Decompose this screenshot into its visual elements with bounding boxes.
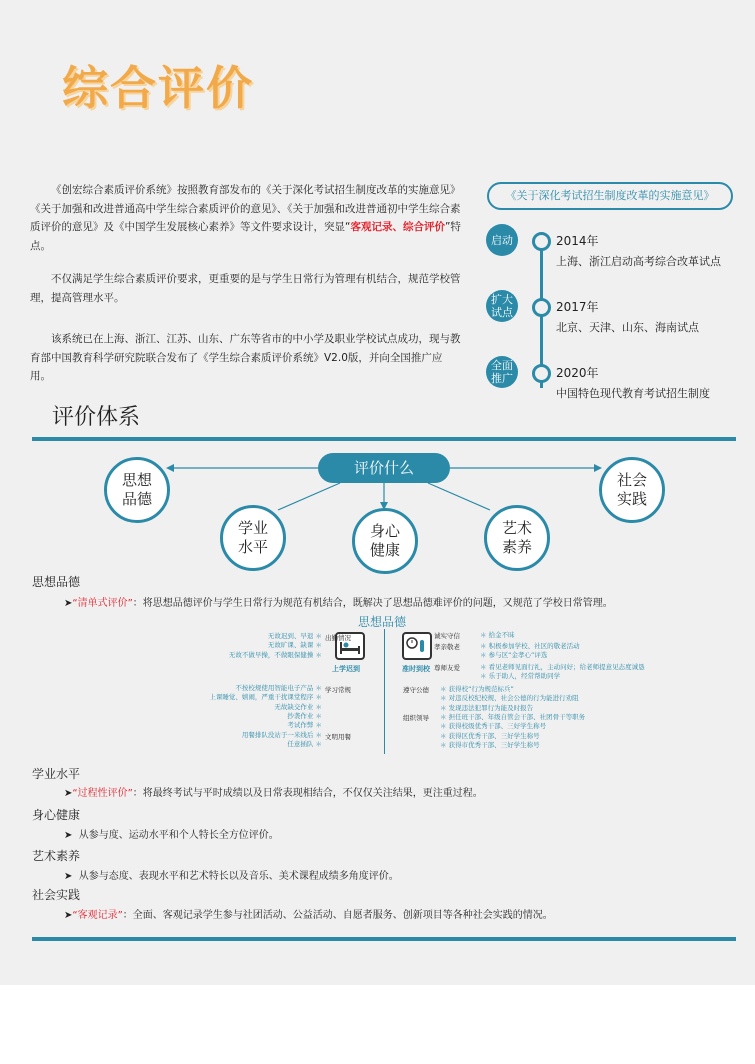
moral-right-item: ＊ 看见老师见面行礼，主动问好；给老师提意见态度诚恳	[480, 663, 645, 671]
timeline-year-3: 2020年	[556, 366, 599, 380]
node-moral	[104, 457, 170, 523]
moral-right-label: 准时到校	[402, 665, 430, 673]
node-health	[352, 508, 418, 574]
moral-left-top-list	[229, 632, 322, 660]
node-art	[484, 505, 550, 571]
moral-right-tag-1: 诚实守信	[434, 632, 460, 640]
moral-left-top-item: 无故不做早操，不做眼保健操 ＊	[228, 650, 322, 659]
moral-left-top-tag: 出勤情况	[325, 634, 351, 642]
category-moral-desc: ➤“清单式评价”：将思想品德评价与学生日常行为规范有机结合，既解决了思想品德难评价的问题，又规范了学校日常管理。	[64, 598, 613, 609]
node-art-label: 艺术素养	[501, 519, 532, 556]
node-academic-label: 学业水平	[237, 519, 268, 556]
arrowhead-right	[594, 464, 602, 472]
section-title: 评价体系	[52, 405, 141, 430]
timeline-dot-2	[532, 298, 551, 317]
node-health-label: 身心健康	[369, 522, 400, 559]
category-health-title: 身心健康	[32, 808, 81, 822]
node-social	[599, 457, 665, 523]
timeline-tag-3-text: 全面推广	[491, 359, 513, 385]
moral-right-list-1	[480, 631, 515, 640]
clock-icon	[402, 632, 432, 660]
divider-bottom	[32, 937, 736, 941]
page-title: 综合评价	[62, 61, 254, 115]
moral-right-list-3	[480, 663, 645, 682]
moral-right-item: ＊ 拾金不昧	[480, 631, 515, 639]
moral-right-list-5	[440, 713, 585, 750]
moral-left-mid-item: 抄袭作业 ＊	[287, 711, 322, 720]
moral-left-label: 上学迟到	[332, 665, 360, 673]
moral-right-item: ＊ 对违反校纪校规、社会公德的行为能进行劝阻	[440, 694, 579, 703]
timeline-desc-2: 北京、天津、山东、海南试点	[556, 321, 699, 334]
moral-right-item: ＊ 获得区优秀干部、三好学生称号	[440, 731, 540, 740]
moral-left-mid-item: 上课睡觉、嬉闹，严重干扰课堂程序 ＊	[209, 693, 322, 702]
timeline-year-1: 2014年	[556, 234, 599, 248]
moral-right-item: ＊ 获得市优秀干部、三好学生称号	[440, 740, 540, 749]
category-academic-desc: ➤“过程性评价”：将最终考试与平时成绩以及日常表现相结合，不仅仅关注结果，更注重过程。	[64, 788, 483, 799]
timeline-tag-2	[486, 290, 518, 322]
moral-left-bot-tag: 文明用餐	[325, 733, 351, 741]
center-node: 评价什么	[318, 453, 450, 483]
moral-right-tag-5: 组织领导	[403, 714, 429, 722]
node-social-label: 社会实践	[616, 471, 647, 508]
moral-left-bot-item: 任意插队 ＊	[287, 740, 322, 749]
moral-right-tag-2: 孝亲敬老	[434, 643, 460, 651]
moral-right-item: ＊ 参与区“金孝心”评选	[480, 651, 548, 660]
arrow-down-right	[428, 483, 490, 510]
timeline-dot-3	[532, 364, 551, 383]
arrow-down-left	[278, 483, 340, 510]
moral-divider	[384, 629, 385, 754]
moral-right-item: ＊ 担任班干部、年级自管会干部、社团骨干等职务	[440, 713, 586, 721]
moral-diagram-title: 思想品德	[358, 615, 407, 629]
node-academic	[220, 505, 286, 571]
category-health-desc: ➤ 从参与度、运动水平和个人特长全方位评价。	[64, 830, 279, 841]
moral-left-mid-item: 不按校规使用智能电子产品 ＊	[235, 684, 322, 692]
moral-left-top-item: 无故迟到、早退 ＊	[267, 632, 322, 640]
category-moral-title: 思想品德	[32, 575, 81, 589]
timeline-header: 《关于深化考试招生制度改革的实施意见》	[487, 182, 733, 210]
moral-right-item: ＊ 获得校级优秀干部、三好学生称号	[440, 722, 547, 731]
arrowhead-left	[166, 464, 174, 472]
intro-paragraph-3: 该系统已在上海、浙江、江苏、山东、广东等省市的中小学及职业学校试点成功，现与教育部中国教育科学研究院联合发布了《学生综合素质评价系统》V2.0版，并向全国推广应用。	[30, 333, 461, 382]
moral-right-list-4	[440, 685, 579, 713]
moral-right-item: ＊ 积极参加学校、社区的敬老活动	[480, 642, 580, 650]
category-art-desc: ➤ 从参与态度、表现水平和艺术特长以及音乐、美术课程成绩多角度评价。	[64, 871, 399, 882]
moral-right-tag-3: 尊师友爱	[434, 664, 460, 672]
category-art-title: 艺术素养	[32, 849, 81, 863]
timeline-tag-3	[486, 356, 518, 388]
moral-left-bot-list	[242, 731, 322, 750]
clock-icon-graphic	[404, 634, 430, 658]
moral-right-item: ＊ 乐于助人，经常帮助同学	[480, 672, 561, 681]
intro-paragraph-2: 不仅满足学生综合素质评价要求，更重要的是与学生日常行为管理有机结合，规范学校管理，提高管理水平。	[30, 273, 461, 304]
moral-left-mid-tag: 学习常规	[325, 686, 351, 694]
moral-left-bot-item: 用餐排队没站于一米线后 ＊	[241, 731, 322, 739]
timeline-desc-1: 上海、浙江启动高考综合改革试点	[556, 255, 721, 268]
moral-right-tag-4: 遵守公德	[403, 686, 429, 694]
category-academic-title: 学业水平	[32, 767, 81, 781]
category-social-desc: ➤“客观记录”：全面、客观记录学生参与社团活动、公益活动、自愿者服务、创新项目等各种社会实践的情况。	[64, 910, 553, 921]
intro-paragraph-1: 《创宏综合素质评价系统》按照教育部发布的《关于深化考试招生制度改革的实施意见》《关于加强和改进普通高中学生综合素质评价的意见》、《关于加强和改进普通初中学生综合素质评价的意见》及《中国学生发展核心素养》等文件要求设计，突显“客观记录、综合评价”特点。	[30, 184, 461, 252]
timeline-dot-1	[532, 232, 551, 251]
timeline-year-2: 2017年	[556, 300, 599, 314]
node-moral-label: 思想品德	[121, 471, 152, 508]
timeline-desc-3: 中国特色现代教育考试招生制度	[556, 387, 710, 400]
moral-left-mid-item: 考试作弊 ＊	[287, 721, 322, 730]
moral-left-top-item: 无故旷课、缺课 ＊	[267, 641, 322, 650]
category-social-title: 社会实践	[32, 888, 81, 902]
timeline-tag-1: 启动	[486, 224, 518, 256]
moral-left-mid-list	[209, 684, 322, 730]
moral-right-item: ＊ 发现违法犯罪行为能及时报告	[440, 703, 534, 712]
moral-left-mid-item: 无故缺交作业 ＊	[274, 702, 322, 711]
moral-right-item: ＊ 获得校“行为规范标兵”	[440, 685, 514, 693]
timeline-tag-2-text: 扩大试点	[491, 293, 513, 319]
moral-right-list-2	[480, 642, 580, 661]
